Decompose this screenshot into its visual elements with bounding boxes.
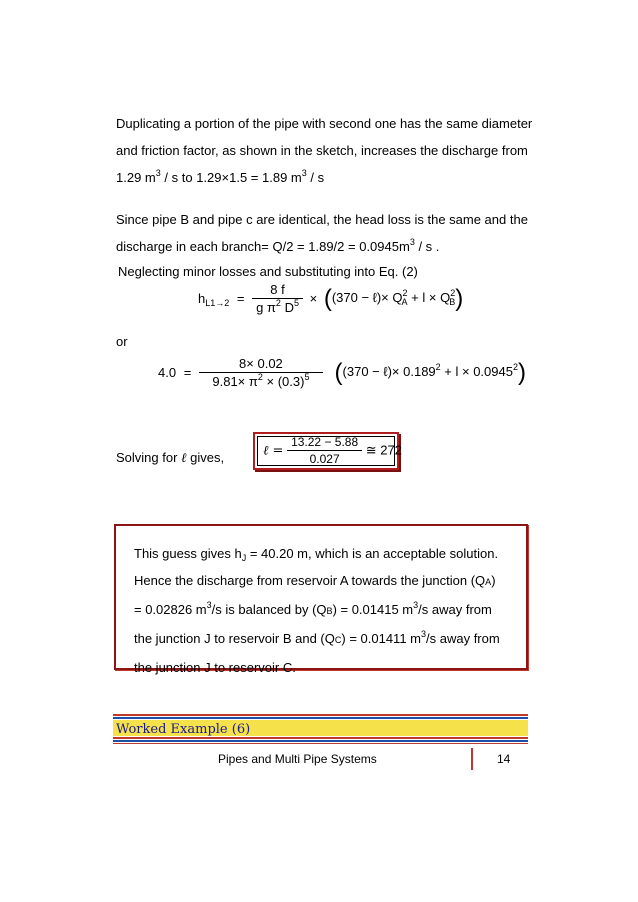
footer-title: Pipes and Multi Pipe Systems xyxy=(218,752,377,766)
equation-head-loss xyxy=(198,282,463,315)
result-line-2: Hence the discharge from reservoir A towards the junction (QA) xyxy=(134,573,496,588)
paragraph-1 xyxy=(116,112,536,190)
branch-discharge-label: discharge in each branch= xyxy=(116,239,269,254)
discharge-from: 1.29 m xyxy=(116,170,156,185)
paragraph-1-line-1: Duplicating a portion of the pipe with second one has the same diameter xyxy=(116,116,533,131)
eq2-numerator: 8× 0.02 xyxy=(199,356,323,373)
eq1-bracket-term: ((370 − ℓ)× $Q^2_A + l \times Q^2_B$) xyxy=(323,284,464,312)
cube-sup: 3 xyxy=(155,168,161,178)
cube-sup-3: 3 xyxy=(409,237,415,247)
solving-line xyxy=(116,446,224,471)
eq2-bracket-term: ((370 − ℓ)× $0.189^2 + l \times 0.0945^2$) xyxy=(334,358,526,386)
footer-divider xyxy=(471,748,473,770)
solution-equation xyxy=(263,435,402,466)
solution-box xyxy=(253,432,402,470)
solution-lhs: ℓ = xyxy=(263,443,284,459)
solution-numerator: 13.22 − 5.88 xyxy=(287,435,362,451)
paragraph-2-line-2 xyxy=(116,235,536,259)
eq1-lhs: h xyxy=(198,291,206,306)
branch-discharge-eq: Q/2 = 1.89/2 = 0.0945m xyxy=(272,239,410,254)
eq2-denominator: $9.81\times \pi^2 \times (0.3)^5$ xyxy=(212,372,310,389)
result-text xyxy=(134,540,510,681)
solving-var: ℓ xyxy=(181,451,187,466)
result-line-5: the junction J to reservoir C. xyxy=(134,660,296,675)
paragraph-2 xyxy=(116,208,536,259)
solution-result: ≅ 272 xyxy=(365,442,402,458)
to-word: to xyxy=(181,170,193,185)
branch-discharge-unit: / s . xyxy=(418,239,440,254)
eq2-equals: = xyxy=(183,365,192,380)
result-line-4: the junction J to reservoir B and (QC) = 0.01411 $m^3/s$ away from xyxy=(134,629,500,646)
eq1-numerator: 8 f xyxy=(252,282,303,299)
discharge-from-unit: / s xyxy=(164,170,179,185)
eq1-equals: = xyxy=(236,291,245,306)
paragraph-1-line-2: and friction factor, as shown in the sketch, increases the discharge from xyxy=(116,143,528,158)
result-line-1: This guess gives $h_J = 40.20$ m, which is an acceptable solution. xyxy=(134,546,499,563)
solution-fraction xyxy=(287,435,362,466)
equation-numeric xyxy=(158,356,526,389)
eq1-fraction xyxy=(252,282,303,315)
paragraph-2-line-1: Since pipe B and pipe c are identical, the head loss is the same and the xyxy=(116,212,528,227)
solving-suffix: gives, xyxy=(190,450,225,465)
or-text: or xyxy=(116,334,128,349)
discharge-to-unit: / s xyxy=(310,170,325,185)
page-number: 14 xyxy=(497,752,511,766)
solving-prefix: Solving for xyxy=(116,450,178,465)
result-line-3: = 0.02826 $m^3/s$ is balanced by (QB) = 0.01415 $m^3/s$ away from xyxy=(134,600,492,617)
cube-sup-2: 3 xyxy=(301,168,307,178)
banner-title: Worked Example (6) xyxy=(116,722,251,737)
hj-symbol: $h_J$ xyxy=(234,546,247,563)
eq2-lhs: 4.0 xyxy=(158,365,177,380)
result-box xyxy=(114,524,528,675)
eq1-denominator: g $\pi^2$ $D^5$ xyxy=(256,298,299,315)
eq1-times: × xyxy=(309,291,318,306)
paragraph-3: Neglecting minor losses and substituting into Eq. (2) xyxy=(118,264,418,279)
eq1-lhs-sub: L1→2 xyxy=(205,298,230,308)
paragraph-1-line-3 xyxy=(116,166,536,190)
discharge-to: 1.29×1.5 = 1.89 m xyxy=(196,170,302,185)
eq2-fraction xyxy=(199,356,323,389)
solution-denominator: 0.027 xyxy=(309,452,340,466)
